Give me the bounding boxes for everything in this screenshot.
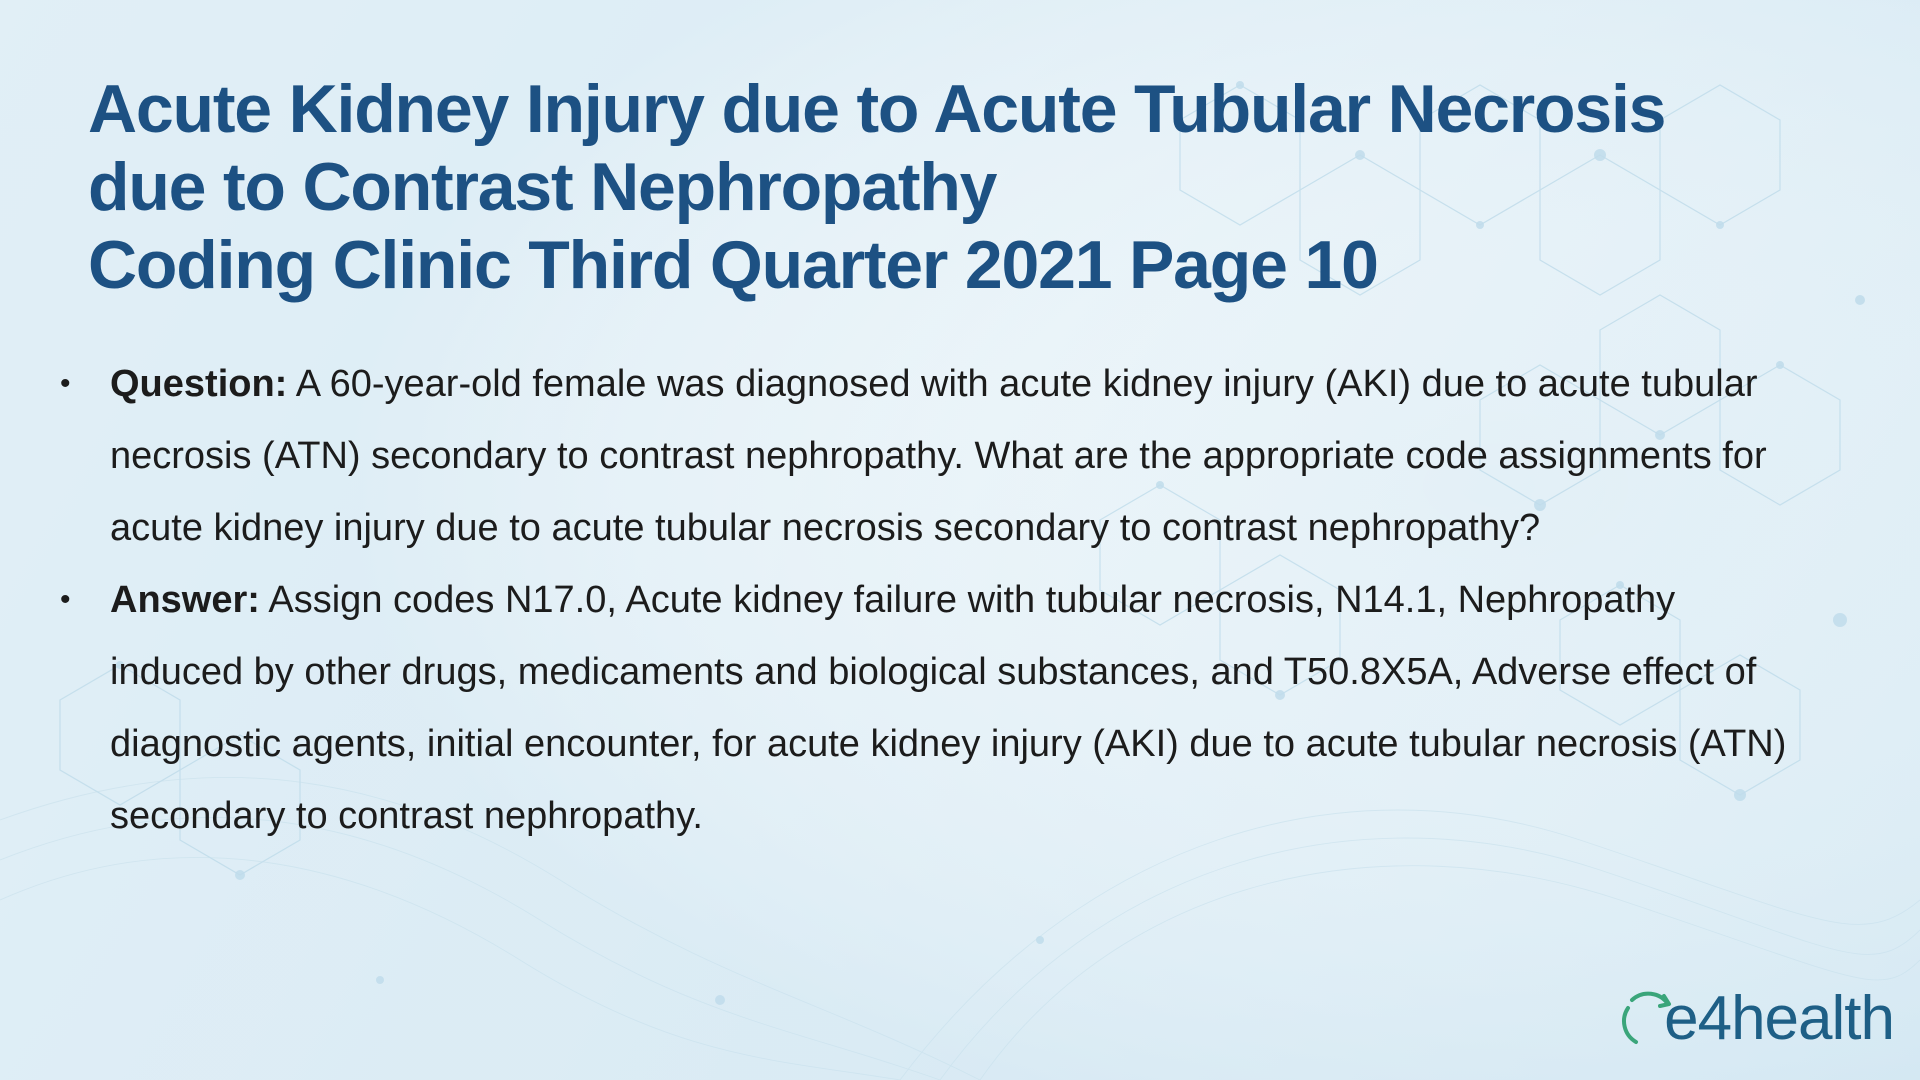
slide-title: [88, 70, 1848, 304]
bullet-marker: •: [60, 583, 71, 616]
title-line-2: due to Contrast Nephropathy: [88, 149, 997, 225]
bullet-question: [60, 348, 1800, 564]
title-line-3: Coding Clinic Third Quarter 2021 Page 10: [88, 227, 1378, 303]
question-label: Question:: [110, 363, 288, 405]
title-line-1: Acute Kidney Injury due to Acute Tubular Necrosis: [88, 71, 1666, 147]
e4health-logo: [1618, 978, 1894, 1058]
answer-label: Answer:: [110, 579, 260, 621]
bullet-marker: •: [60, 367, 71, 400]
bullet-answer: [60, 564, 1800, 852]
bullet-list: [60, 348, 1800, 852]
logo-text: e4health: [1664, 983, 1894, 1053]
question-text: A 60-year-old female was diagnosed with acute kidney injury (AKI) due to acute tubular necrosis (ATN) secondary to contrast nephropathy. What are the appropriate code assignments for acute kidney injury due to acute tubular necrosis secondary to contrast nephropathy?: [110, 363, 1767, 549]
answer-text: Assign codes N17.0, Acute kidney failure with tubular necrosis, N14.1, Nephropathy induced by other drugs, medicaments and biological substances, and T50.8X5A, Adverse effect of diagnostic agents, initial encounter, for acute kidney injury (AKI) due to acute tubular necrosis (ATN) secondary to contrast nephropathy.: [110, 579, 1787, 837]
